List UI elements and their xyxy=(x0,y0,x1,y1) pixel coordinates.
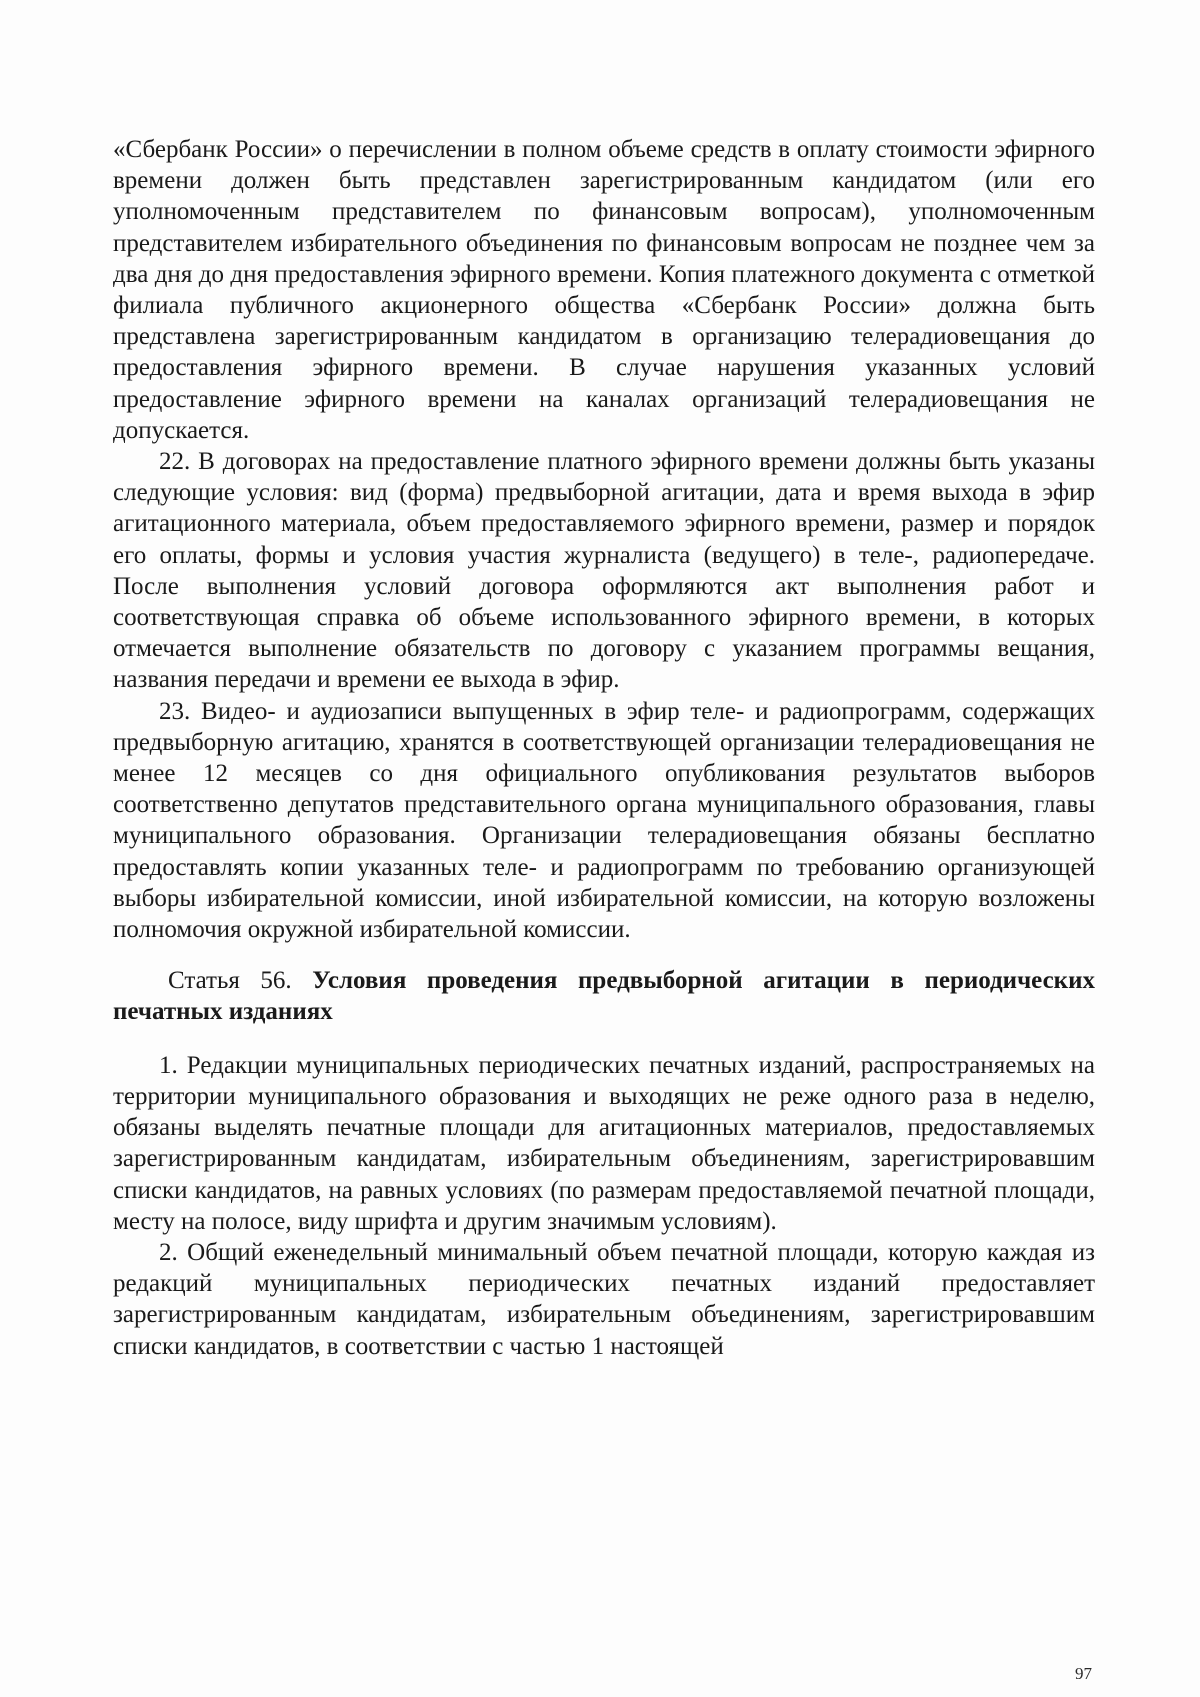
article-heading xyxy=(113,965,1095,1027)
paragraph-item-2: 2. Общий еженедельный минимальный объем печатной площади, которую каждая из редакций муниципальных периодических печатных изданий предоставляет зарегистрированным кандидатам, избирательным объединениям, зарегистрировавшим списки кандидатов, в соответствии с частью 1 настоящей xyxy=(113,1238,1095,1360)
paragraph-item-22: 22. В договорах на предоставление платного эфирного времени должны быть указаны следующие условия: вид (форма) предвыборной агитации, дата и время выхода в эфир агитационного материала, объем предоставляемого эфирного времени, размер и порядок его оплаты, формы и условия участия журналиста (ведущего) в теле-, радиопередаче. После выполнения условий договора оформляются акт выполнения работ и соответствующая справка об объеме использованного эфирного времени, в которых отмечается выполнение обязательств по договору с указанием программы вещания, названия передачи и времени ее выхода в эфир. xyxy=(113,448,1095,694)
article-title: Условия проведения предвыборной агитации в периодических печатных изданиях xyxy=(113,967,1095,1026)
page-number: 97 xyxy=(1075,1664,1092,1683)
paragraph-continuation: «Сбербанк России» о перечислении в полном объеме средств в оплату стоимости эфирного времени должен быть представлен зарегистрированным кандидатом (или его уполномоченным представителем по финансовым вопросам), уполномоченным представителем избирательного объединения по финансовым вопросам не позднее чем за два дня до дня предоставления эфирного времени. Копия платежного документа с отметкой филиала публичного акционерного общества «Сбербанк России» должна быть представлена зарегистрированным кандидатом в организацию телерадиовещания до предоставления эфирного времени. В случае нарушения указанных условий предоставление эфирного времени на каналах организаций телерадиовещания не допускается. xyxy=(113,136,1095,444)
article-number: Статья 56. xyxy=(168,967,292,995)
paragraph-item-23: 23. Видео- и аудиозаписи выпущенных в эфир теле- и радиопрограмм, содержащих предвыборную агитацию, хранятся в соответствующей организации телерадиовещания не менее 12 месяцев со дня официального опубликования результатов выборов соответственно депутатов представительного органа муниципального образования, главы муниципального образования. Организации телерадиовещания обязаны бесплатно предоставлять копии указанных теле- и радиопрограмм по требованию организующей выборы избирательной комиссии, иной избирательной комиссии, на которую возложены полномочия окружной избирательной комиссии. xyxy=(113,697,1095,944)
paragraph-item-1: 1. Редакции муниципальных периодических печатных изданий, распространяемых на территории муниципального образования и выходящих не реже одного раза в неделю, обязаны выделять печатные площади для агитационных материалов, предоставляемых зарегистрированным кандидатам, избирательным объединениям, зарегистрировавшим списки кандидатов, на равных условиях (по размерам предоставляемой печатной площади, месту на полосе, виду шрифта и другим значимым условиям). xyxy=(113,1051,1095,1235)
document-body xyxy=(113,134,1095,1362)
